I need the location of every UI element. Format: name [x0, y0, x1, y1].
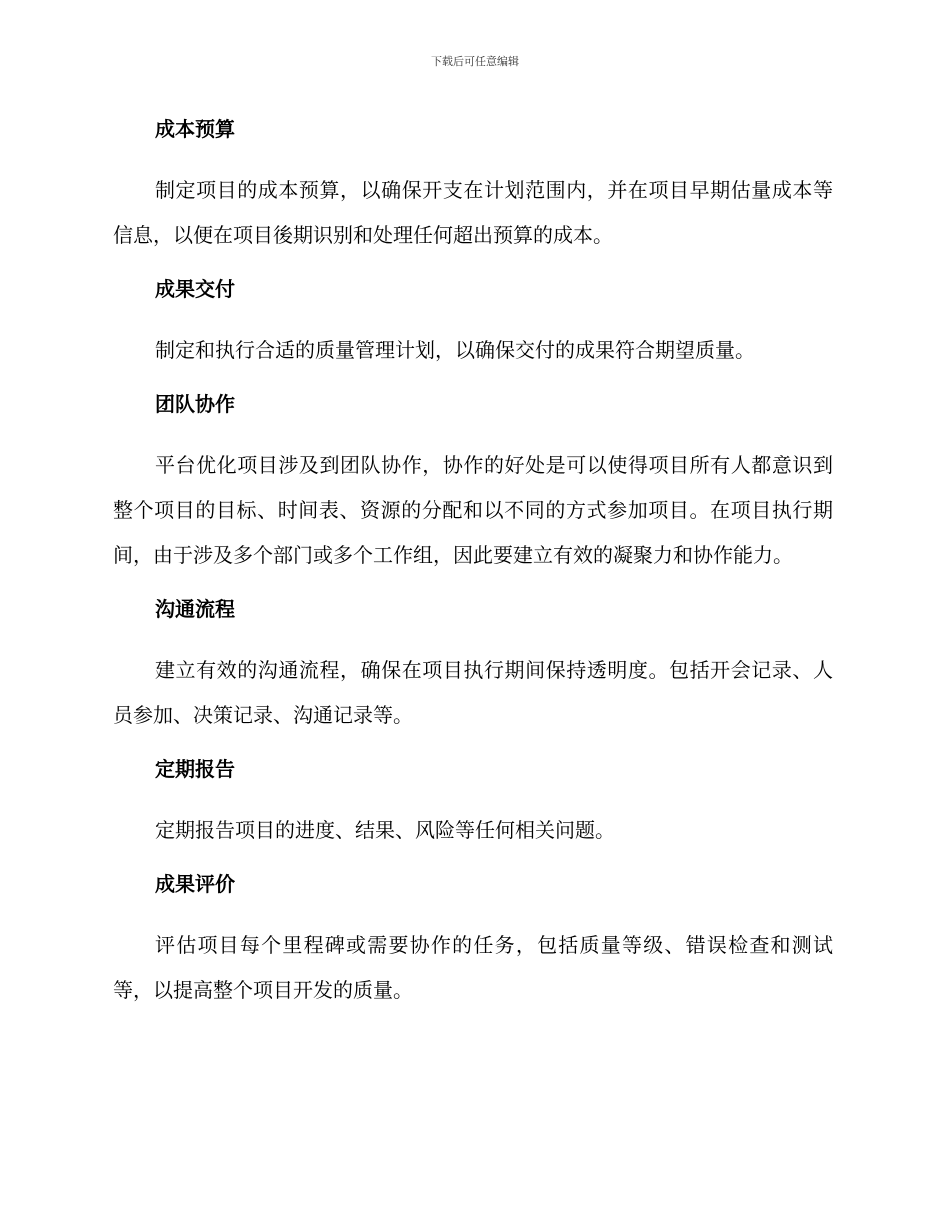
section-heading: 成果交付 [155, 277, 235, 301]
section-heading: 团队协作 [155, 392, 235, 416]
section-heading: 定期报告 [155, 757, 235, 781]
section-result-evaluation [113, 867, 833, 1013]
page-header-note: 下载后可任意编辑 [431, 55, 519, 68]
section-cost-budget [113, 112, 833, 258]
section-heading: 沟通流程 [155, 597, 235, 621]
section-paragraph: 定期报告项目的进度、结果、风险等任何相关问题。 [155, 818, 615, 842]
section-paragraph: 制定和执行合适的质量管理计划，以确保交付的成果符合期望质量。 [155, 338, 755, 362]
section-team-collaboration [113, 387, 833, 578]
section-heading: 成本预算 [155, 117, 235, 141]
section-periodic-report [113, 752, 833, 853]
section-paragraph: 评估项目每个里程碑或需要协作的任务，包括质量等级、错误检查和测试等，以提高整个项目开发的质量。 [113, 933, 833, 1002]
section-paragraph: 制定项目的成本预算，以确保开支在计划范围内，并在项目早期估量成本等信息，以便在项目後期识别和处理任何超出预算的成本。 [113, 178, 833, 247]
section-paragraph: 平台优化项目涉及到团队协作，协作的好处是可以使得项目所有人都意识到整个项目的目标、时间表、资源的分配和以不同的方式参加项目。在项目执行期间，由于涉及多个部门或多个工作组，因此要建立有效的凝聚力和协作能力。 [113, 453, 833, 567]
section-paragraph: 建立有效的沟通流程，确保在项目执行期间保持透明度。包括开会记录、人员参加、决策记录、沟通记录等。 [113, 658, 833, 727]
section-heading: 成果评价 [155, 872, 235, 896]
document-content [113, 112, 833, 1027]
section-deliverables [113, 272, 833, 373]
section-communication-process [113, 592, 833, 738]
